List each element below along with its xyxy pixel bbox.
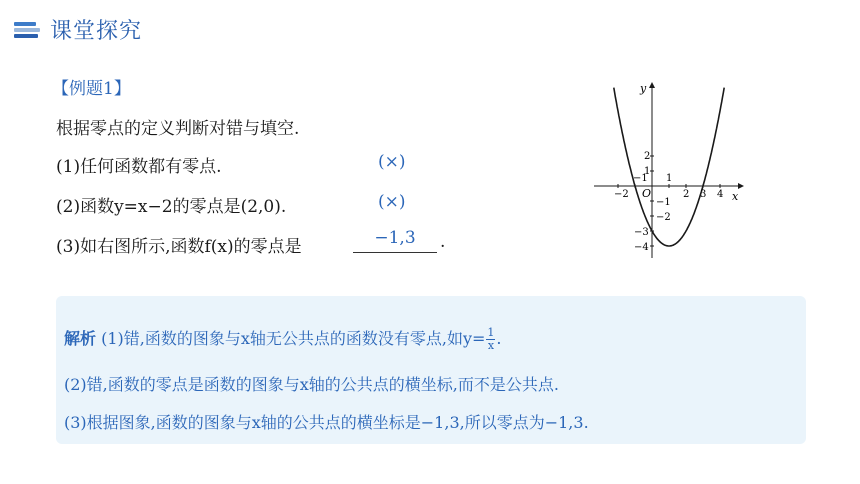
- solution-line-2: (2)错,函数的零点是函数的图象与x轴的公共点的横坐标,而不是公共点.: [64, 375, 559, 394]
- y-tick-label: −3: [634, 227, 649, 238]
- y-tick-label: 1: [644, 166, 651, 177]
- answer-1: (×): [378, 152, 406, 172]
- x-axis-label: x: [732, 190, 739, 203]
- y-tick-label: −2: [656, 212, 671, 223]
- x-axis-arrow-icon: [738, 183, 744, 189]
- x-tick-label: 4: [717, 189, 724, 200]
- y-tick-label: 2: [644, 151, 651, 162]
- x-tick-label: −1: [633, 173, 648, 184]
- y-tick-label: −4: [634, 242, 649, 253]
- solution-line-1-text: (1)错,函数的图象与x轴无公共点的函数没有零点,如y=: [101, 329, 486, 348]
- y-tick-label: −1: [656, 197, 671, 208]
- blank-answer: −1,3: [374, 228, 416, 248]
- solution-keyword: 解析: [64, 329, 97, 348]
- fraction: [486, 327, 495, 352]
- section-header: [14, 14, 142, 45]
- function-graph: [588, 78, 748, 268]
- parabola-graph-svg: [588, 78, 748, 264]
- fraction-numerator: 1: [487, 326, 495, 339]
- y-axis-label: y: [640, 82, 647, 95]
- section-title: 课堂探究: [50, 19, 143, 44]
- solution-line-1: [64, 326, 502, 352]
- y-axis-arrow-icon: [649, 82, 655, 88]
- solution-line-1-end: .: [496, 329, 502, 348]
- question-item-2: (2)函数y=x−2的零点是(2,0).: [56, 197, 287, 217]
- question-item-3: (3)如右图所示,函数f(x)的零点是: [56, 237, 302, 257]
- question-item-1: (1)任何函数都有零点.: [56, 157, 222, 177]
- answer-blank-line: [353, 252, 437, 253]
- question-item-3-suffix: .: [440, 232, 446, 252]
- x-tick-label: −2: [614, 189, 629, 200]
- x-tick-label: 3: [700, 189, 707, 200]
- x-tick-label: 1: [666, 173, 673, 184]
- answer-2: (×): [378, 192, 406, 212]
- x-tick-label: 2: [683, 189, 690, 200]
- origin-label: O: [642, 187, 652, 200]
- solution-line-3: (3)根据图象,函数的图象与x轴的公共点的横坐标是−1,3,所以零点为−1,3.: [64, 413, 589, 432]
- book-stack-icon: [14, 20, 40, 40]
- fraction-denominator: x: [487, 339, 495, 352]
- question-intro: 根据零点的定义判断对错与填空.: [56, 119, 300, 139]
- example-label: 【例题1】: [52, 79, 131, 99]
